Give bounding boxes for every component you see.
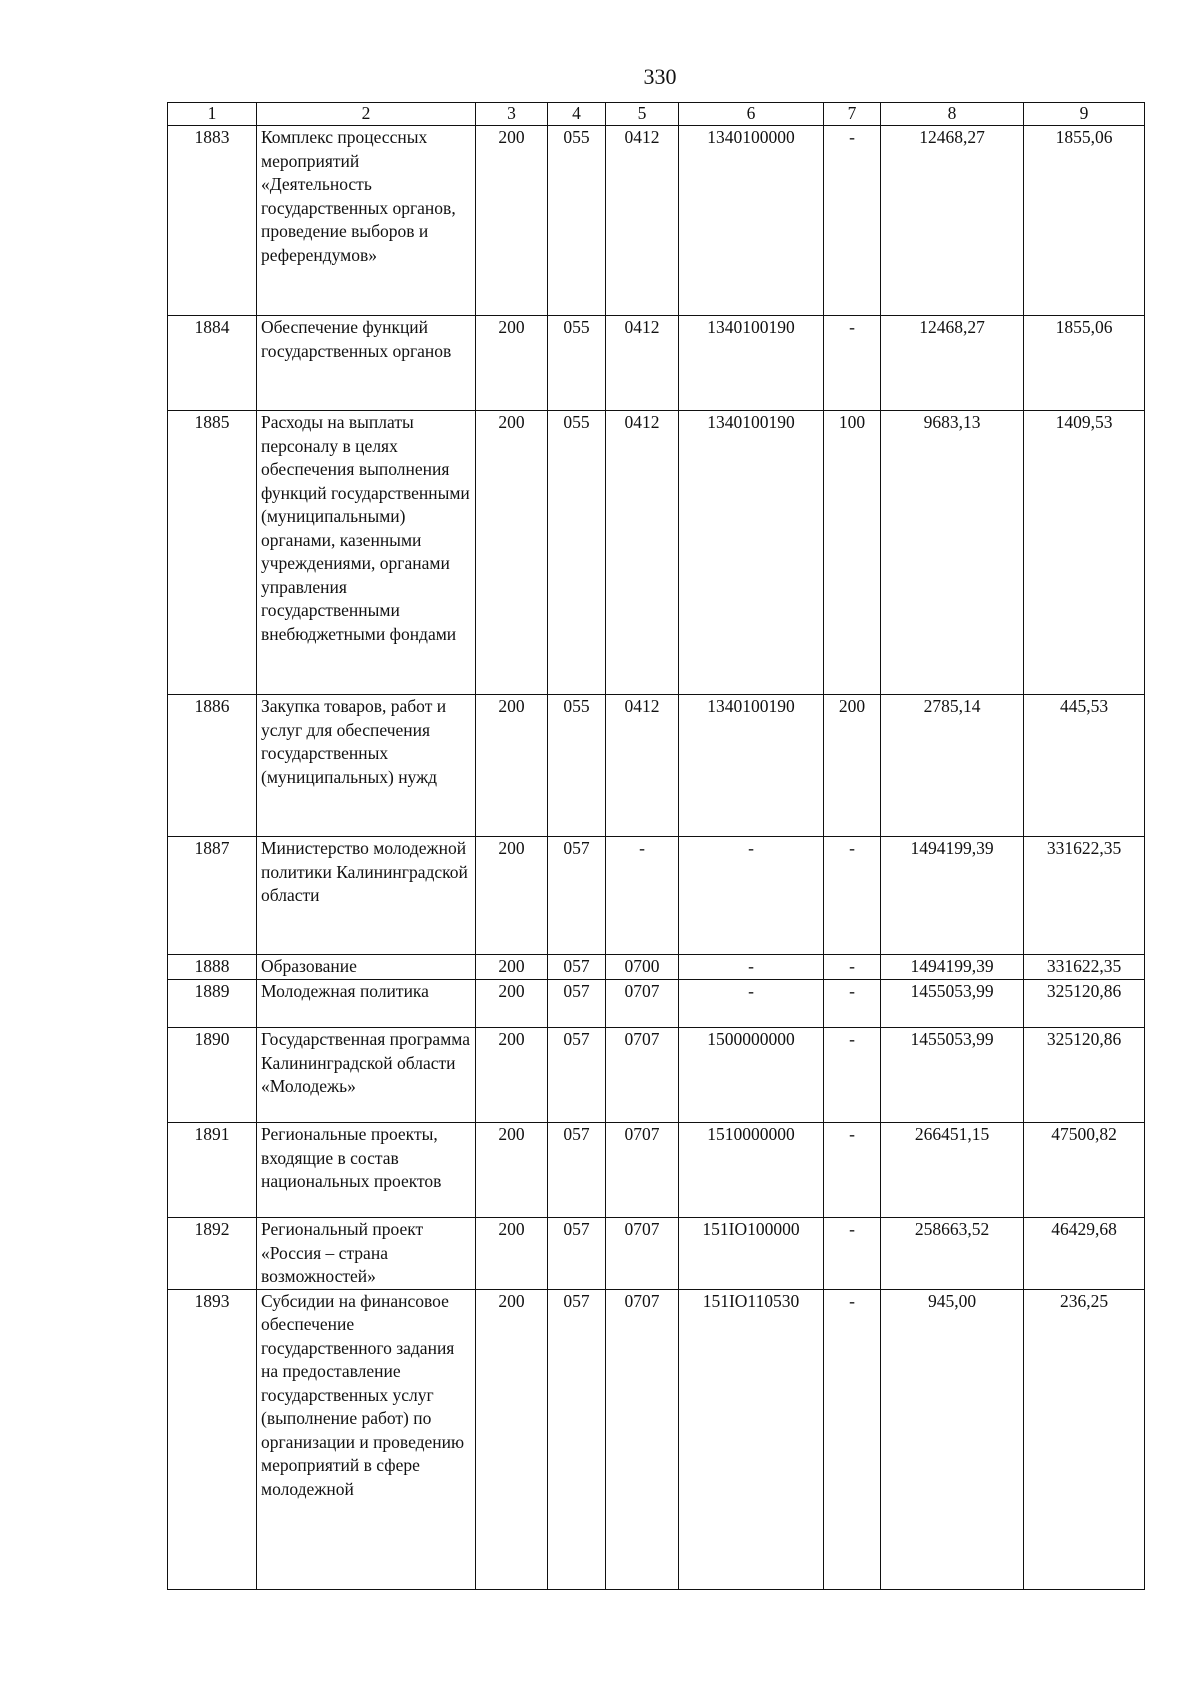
row-name: Региональные проекты, входящие в состав национальных проектов — [257, 1123, 476, 1218]
row-name: Образование — [257, 955, 476, 980]
col4-value: 055 — [548, 316, 606, 411]
row-number: 1893 — [168, 1289, 257, 1589]
col5-value: - — [606, 837, 679, 955]
col4-value: 057 — [548, 1289, 606, 1589]
header-row — [168, 103, 1145, 126]
col6-value: 1510000000 — [679, 1123, 824, 1218]
col5-value: 0707 — [606, 1028, 679, 1123]
row-number: 1892 — [168, 1218, 257, 1290]
col6-value: - — [679, 955, 824, 980]
row-name: Расходы на выплаты персоналу в целях обеспечения выполнения функций государственными (муниципальными) органами, казенными учреждениями, органами управления государственными внебюджетными фондами — [257, 411, 476, 695]
table-row — [168, 316, 1145, 411]
row-number: 1889 — [168, 980, 257, 1028]
col8-amount: 1455053,99 — [881, 1028, 1024, 1123]
row-number: 1891 — [168, 1123, 257, 1218]
row-name: Закупка товаров, работ и услуг для обеспечения государственных (муниципальных) нужд — [257, 695, 476, 837]
col7-value: - — [824, 837, 881, 955]
col9-amount: 1855,06 — [1024, 316, 1145, 411]
row-name: Региональный проект «Россия – страна возможностей» — [257, 1218, 476, 1290]
col9-amount: 325120,86 — [1024, 1028, 1145, 1123]
row-name: Обеспечение функций государственных органов — [257, 316, 476, 411]
col7-value: - — [824, 316, 881, 411]
col4-value: 055 — [548, 411, 606, 695]
row-number: 1884 — [168, 316, 257, 411]
col8-amount: 258663,52 — [881, 1218, 1024, 1290]
column-header-6: 6 — [679, 103, 824, 126]
col4-value: 055 — [548, 695, 606, 837]
column-header-1: 1 — [168, 103, 257, 126]
table-row — [168, 955, 1145, 980]
column-header-8: 8 — [881, 103, 1024, 126]
col4-value: 057 — [548, 837, 606, 955]
col5-value: 0412 — [606, 411, 679, 695]
col6-value: 1340100190 — [679, 695, 824, 837]
col8-amount: 945,00 — [881, 1289, 1024, 1589]
col3-value: 200 — [476, 1028, 548, 1123]
col6-value: 151IO110530 — [679, 1289, 824, 1589]
col6-value: 1340100190 — [679, 411, 824, 695]
column-header-9: 9 — [1024, 103, 1145, 126]
column-header-5: 5 — [606, 103, 679, 126]
col6-value: 1340100190 — [679, 316, 824, 411]
col9-amount: 236,25 — [1024, 1289, 1145, 1589]
col3-value: 200 — [476, 980, 548, 1028]
col9-amount: 46429,68 — [1024, 1218, 1145, 1290]
col3-value: 200 — [476, 1218, 548, 1290]
column-header-3: 3 — [476, 103, 548, 126]
col8-amount: 9683,13 — [881, 411, 1024, 695]
col7-value: 100 — [824, 411, 881, 695]
col3-value: 200 — [476, 695, 548, 837]
table-body — [168, 126, 1145, 1590]
col4-value: 057 — [548, 1218, 606, 1290]
col9-amount: 325120,86 — [1024, 980, 1145, 1028]
column-header-7: 7 — [824, 103, 881, 126]
col3-value: 200 — [476, 1123, 548, 1218]
row-number: 1888 — [168, 955, 257, 980]
table-row — [168, 411, 1145, 695]
column-header-2: 2 — [257, 103, 476, 126]
col7-value: - — [824, 1218, 881, 1290]
col3-value: 200 — [476, 955, 548, 980]
col5-value: 0707 — [606, 980, 679, 1028]
row-name: Государственная программа Калининградской области «Молодежь» — [257, 1028, 476, 1123]
col9-amount: 47500,82 — [1024, 1123, 1145, 1218]
table-row — [168, 837, 1145, 955]
table-row — [168, 126, 1145, 316]
table-row — [168, 980, 1145, 1028]
column-header-4: 4 — [548, 103, 606, 126]
col5-value: 0707 — [606, 1218, 679, 1290]
col5-value: 0707 — [606, 1123, 679, 1218]
table-row — [168, 1218, 1145, 1290]
col3-value: 200 — [476, 411, 548, 695]
col4-value: 057 — [548, 955, 606, 980]
col3-value: 200 — [476, 1289, 548, 1589]
table-row — [168, 1028, 1145, 1123]
col3-value: 200 — [476, 837, 548, 955]
budget-table — [167, 102, 1145, 1590]
col8-amount: 266451,15 — [881, 1123, 1024, 1218]
row-number: 1887 — [168, 837, 257, 955]
col9-amount: 1409,53 — [1024, 411, 1145, 695]
col9-amount: 445,53 — [1024, 695, 1145, 837]
row-name: Субсидии на финансовое обеспечение государственного задания на предоставление государственных услуг (выполнение работ) по организации и проведению мероприятий в сфере молодежной — [257, 1289, 476, 1589]
col8-amount: 1455053,99 — [881, 980, 1024, 1028]
row-number: 1890 — [168, 1028, 257, 1123]
col6-value: 1340100000 — [679, 126, 824, 316]
col6-value: - — [679, 837, 824, 955]
col7-value: - — [824, 1289, 881, 1589]
col5-value: 0412 — [606, 316, 679, 411]
row-number: 1886 — [168, 695, 257, 837]
col4-value: 057 — [548, 1028, 606, 1123]
col9-amount: 331622,35 — [1024, 837, 1145, 955]
col4-value: 055 — [548, 126, 606, 316]
col5-value: 0412 — [606, 695, 679, 837]
col5-value: 0700 — [606, 955, 679, 980]
page-number: 330 — [643, 64, 677, 89]
row-name: Комплекс процессных мероприятий «Деятельность государственных органов, проведение выборов и референдумов» — [257, 126, 476, 316]
col5-value: 0707 — [606, 1289, 679, 1589]
col8-amount: 12468,27 — [881, 126, 1024, 316]
table-row — [168, 1123, 1145, 1218]
row-number: 1883 — [168, 126, 257, 316]
col3-value: 200 — [476, 126, 548, 316]
col8-amount: 1494199,39 — [881, 837, 1024, 955]
col3-value: 200 — [476, 316, 548, 411]
col9-amount: 1855,06 — [1024, 126, 1145, 316]
col6-value: - — [679, 980, 824, 1028]
row-name: Министерство молодежной политики Калининградской области — [257, 837, 476, 955]
col4-value: 057 — [548, 1123, 606, 1218]
row-number: 1885 — [168, 411, 257, 695]
col7-value: 200 — [824, 695, 881, 837]
col4-value: 057 — [548, 980, 606, 1028]
col7-value: - — [824, 980, 881, 1028]
col6-value: 151IO100000 — [679, 1218, 824, 1290]
table-row — [168, 1289, 1145, 1589]
col7-value: - — [824, 955, 881, 980]
col5-value: 0412 — [606, 126, 679, 316]
table-row — [168, 695, 1145, 837]
col6-value: 1500000000 — [679, 1028, 824, 1123]
col7-value: - — [824, 1028, 881, 1123]
col7-value: - — [824, 1123, 881, 1218]
col9-amount: 331622,35 — [1024, 955, 1145, 980]
col7-value: - — [824, 126, 881, 316]
col8-amount: 1494199,39 — [881, 955, 1024, 980]
col8-amount: 2785,14 — [881, 695, 1024, 837]
row-name: Молодежная политика — [257, 980, 476, 1028]
col8-amount: 12468,27 — [881, 316, 1024, 411]
table-header — [168, 103, 1145, 126]
